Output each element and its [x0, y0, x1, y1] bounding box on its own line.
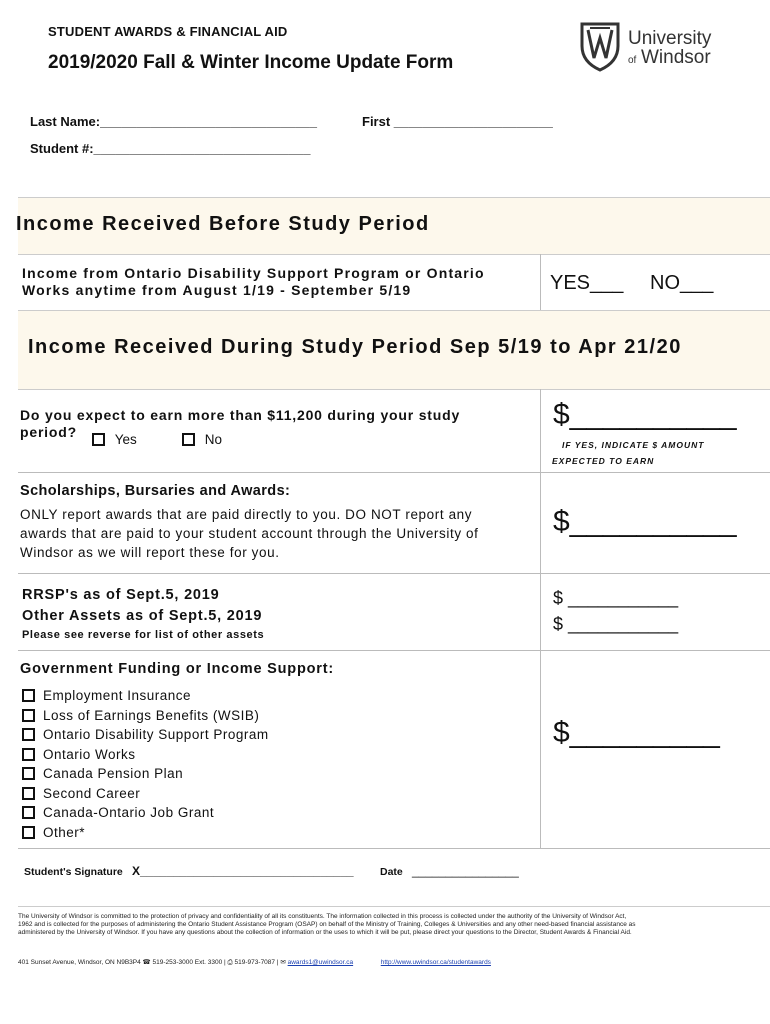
gov-item-wsib[interactable] — [22, 708, 269, 728]
first-name-field[interactable]: First ______________________ — [362, 114, 553, 129]
gov-item-label: Loss of Earnings Benefits (WSIB) — [43, 707, 260, 723]
gov-checkbox[interactable] — [22, 767, 35, 780]
other-assets-note: Please see reverse for list of other assets — [22, 629, 265, 641]
other-assets-amount-field[interactable]: $ ___________ — [553, 614, 679, 634]
privacy-notice — [18, 913, 768, 937]
section-before-study-title: Income Received Before Study Period — [16, 213, 430, 235]
footer-email-link[interactable]: awards1@uwindsor.ca — [287, 959, 354, 966]
email-icon: ✉ — [280, 959, 286, 966]
earn-no-checkbox[interactable] — [182, 433, 195, 446]
other-assets-bold: Other Assets — [22, 608, 122, 624]
earn-no-option[interactable] — [182, 432, 222, 447]
odsp-question-line2: Works anytime from August 1/19 - September 5/19 — [22, 282, 412, 298]
section-during-study-band — [18, 310, 770, 390]
logo-of: of — [628, 55, 637, 66]
gov-checkbox[interactable] — [22, 728, 35, 741]
gov-checkbox[interactable] — [22, 748, 35, 761]
fax-icon: ⎙ — [227, 959, 233, 966]
scholarships-line2: awards that are paid to your student account through the University of — [20, 526, 479, 541]
gov-item-ei[interactable] — [22, 688, 269, 708]
gov-item-label: Other* — [43, 824, 86, 840]
government-list — [22, 688, 269, 844]
divider — [18, 848, 770, 849]
org-name: STUDENT AWARDS & FINANCIAL AID — [48, 24, 288, 39]
gov-item-label: Employment Insurance — [43, 688, 192, 703]
gov-item-label: Ontario Disability Support Program — [43, 727, 269, 742]
gov-item-label: Second Career — [43, 785, 141, 801]
gov-item-label: Canada Pension Plan — [43, 766, 184, 781]
scholarships-title: Scholarships, Bursaries and Awards: — [20, 483, 291, 499]
signature-field[interactable]: X________________________________ — [132, 864, 354, 878]
odsp-no-field[interactable]: NO___ — [650, 272, 714, 294]
divider — [18, 650, 770, 651]
footer-url-link[interactable]: http://www.uwindsor.ca/studentawards — [380, 959, 491, 966]
earn-note-line2: EXPECTED TO EARN — [552, 456, 655, 466]
divider — [18, 906, 770, 907]
earn-amount-field[interactable]: $__________ — [553, 398, 737, 431]
signature-label: Student's Signature — [24, 866, 123, 878]
divider — [540, 389, 541, 849]
date-label: Date — [380, 866, 403, 878]
gov-checkbox[interactable] — [22, 787, 35, 800]
phone-icon: ☎ — [142, 959, 151, 966]
earn-yes-option[interactable] — [92, 432, 137, 447]
gov-checkbox[interactable] — [22, 689, 35, 702]
rrsp-amount-field[interactable]: $ ___________ — [553, 588, 679, 608]
privacy-line2: 1962 and is collected for the purposes of administering the Ontario Student Assistance Program (OSAP) on behalf of the Ministry of Training, Colleges & Universities and any other need-based financial assistance as — [18, 921, 636, 928]
footer: 401 Sunset Avenue, Windsor, ON N9B3P4 ☎ 519-253-3000 Ext. 3300 | ⎙ 519-973-7087 | ✉ awards1@uwindsor.ca http://www.uwindsor.ca/studentawards — [18, 959, 491, 966]
gov-checkbox[interactable] — [22, 826, 35, 839]
gov-item-ow[interactable] — [22, 747, 269, 767]
gov-item-odsp[interactable] — [22, 727, 269, 747]
odsp-yes-field[interactable]: YES___ — [550, 272, 624, 294]
earn-no-label: No — [204, 432, 223, 447]
last-name-field[interactable]: Last Name:______________________________ — [30, 114, 317, 129]
scholarships-line3: Windsor as we will report these for you. — [20, 545, 280, 560]
divider — [18, 472, 770, 473]
scholarships-line1: ONLY report awards that are paid directly to you. DO NOT report any — [20, 507, 473, 522]
form-title: 2019/2020 Fall & Winter Income Update Form — [48, 52, 454, 73]
gov-item-other[interactable] — [22, 825, 269, 845]
government-amount-field[interactable]: $_________ — [553, 716, 720, 749]
date-field[interactable]: ________________ — [412, 864, 519, 878]
footer-fax: 519-973-7087 — [234, 959, 276, 966]
privacy-line3: administered by the University of Windsor. If you have any questions about the collection of information or the uses to which it will be put, please direct your questions to the Director, Student Awards & Financial Aid. — [18, 929, 632, 936]
government-title: Government Funding or Income Support: — [20, 661, 334, 677]
footer-phone: 519-253-3000 Ext. 3300 — [152, 959, 223, 966]
rrsp-label: RRSP's as of Sept.5, 2019 — [22, 587, 220, 603]
university-crest-icon — [578, 20, 622, 72]
student-number-field[interactable]: Student #:______________________________ — [30, 141, 311, 156]
gov-item-label: Canada-Ontario Job Grant — [43, 805, 215, 820]
earn-note-line1: IF YES, INDICATE $ AMOUNT — [562, 440, 705, 450]
earn-question: Do you expect to earn more than $11,200 during your study — [20, 407, 461, 423]
earn-yes-checkbox[interactable] — [92, 433, 105, 446]
divider — [18, 573, 770, 574]
gov-item-second-career[interactable] — [22, 786, 269, 806]
gov-item-job-grant[interactable] — [22, 805, 269, 825]
other-assets-rest: as of Sept.5, 2019 — [121, 608, 263, 624]
gov-item-label: Ontario Works — [43, 746, 136, 762]
footer-address: 401 Sunset Avenue, Windsor, ON N9B3P4 — [18, 959, 141, 966]
gov-checkbox[interactable] — [22, 709, 35, 722]
earn-question-cont: period? — [20, 424, 77, 440]
other-assets-label — [22, 608, 262, 624]
odsp-question-line1: Income from Ontario Disability Support Program or Ontario — [22, 265, 485, 281]
logo-university: University — [628, 28, 712, 49]
section-before-study-band — [18, 197, 770, 255]
privacy-line1: The University of Windsor is committed to the protection of privacy and confidentiality of all its constituents. The information collected in this process is collected under the authority of the University of Windsor Act, — [18, 913, 627, 920]
divider — [540, 254, 541, 310]
gov-item-cpp[interactable] — [22, 766, 269, 786]
earn-yes-label: Yes — [114, 432, 137, 447]
logo-windsor: Windsor — [641, 47, 711, 68]
scholarships-amount-field[interactable]: $__________ — [553, 505, 737, 538]
gov-checkbox[interactable] — [22, 806, 35, 819]
section-during-study-title: Income Received During Study Period Sep 5/19 to Apr 21/20 — [28, 336, 682, 358]
